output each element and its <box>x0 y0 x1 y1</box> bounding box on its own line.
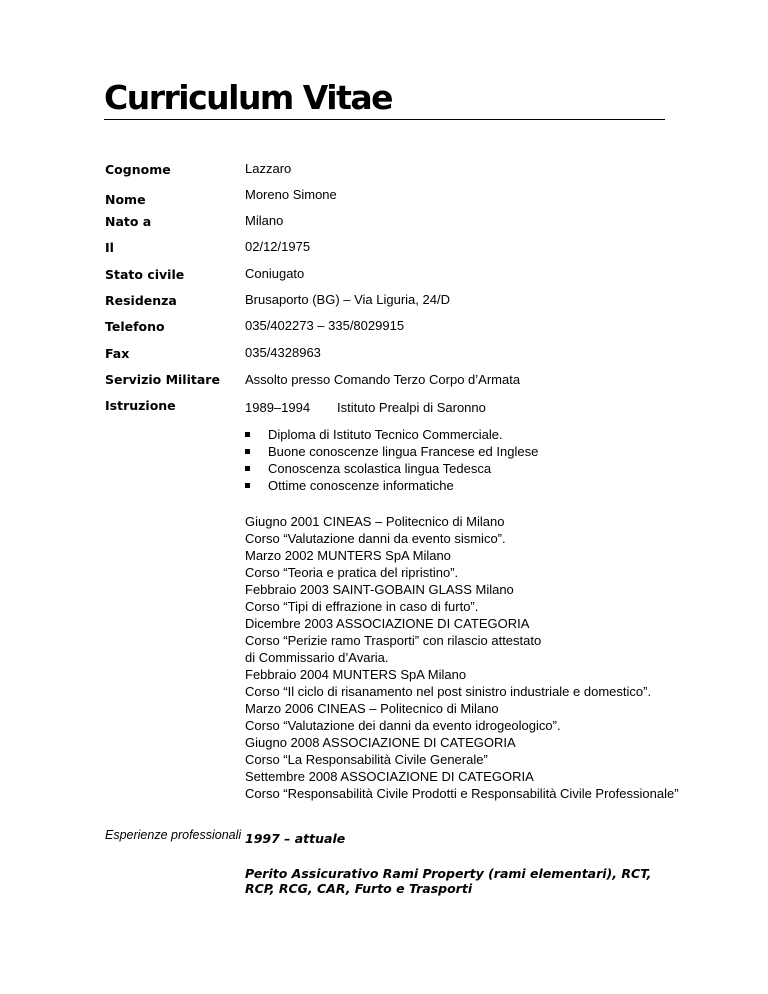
education-bullet-list <box>245 426 538 494</box>
list-item: Ottime conoscenze informatiche <box>245 477 538 494</box>
course-line: Marzo 2002 MUNTERS SpA Milano <box>245 548 451 563</box>
list-item: Diploma di Istituto Tecnico Commerciale. <box>245 426 538 443</box>
bullet-icon <box>245 449 250 454</box>
label-stato-civile: Stato civile <box>105 267 185 282</box>
course-line: Dicembre 2003 ASSOCIAZIONE DI CATEGORIA <box>245 616 530 631</box>
value-residenza: Brusaporto (BG) – Via Liguria, 24/D <box>245 292 450 307</box>
label-fax: Fax <box>105 346 130 361</box>
course-line: Corso “Valutazione danni da evento sismico”. <box>245 531 506 546</box>
education-period: 1989–1994 <box>245 400 311 415</box>
course-line: Giugno 2008 ASSOCIAZIONE DI CATEGORIA <box>245 735 516 750</box>
list-item: Conoscenza scolastica lingua Tedesca <box>245 460 538 477</box>
title-divider <box>104 119 665 120</box>
education-school: Istituto Prealpi di Saronno <box>337 400 486 415</box>
page-title: Curriculum Vitae <box>104 78 393 117</box>
bullet-icon <box>245 483 250 488</box>
course-line: Febbraio 2003 SAINT-GOBAIN GLASS Milano <box>245 582 514 597</box>
experience-period: 1997 – attuale <box>245 831 346 846</box>
course-line: Corso “Valutazione dei danni da evento idrogeologico”. <box>245 718 561 733</box>
value-data-nascita: 02/12/1975 <box>245 239 311 254</box>
course-list <box>245 513 679 802</box>
label-cognome: Cognome <box>105 162 171 177</box>
label-data-nascita: Il <box>105 240 114 255</box>
value-telefono: 035/402273 – 335/8029915 <box>245 318 405 333</box>
value-cognome: Lazzaro <box>245 161 292 176</box>
experience-role: Perito Assicurativo Rami Property (rami elementari), RCT, RCP, RCG, CAR, Furto e Trasporti <box>245 866 652 896</box>
value-nato-a: Milano <box>245 213 284 228</box>
course-line: di Commissario d’Avaria. <box>245 650 389 665</box>
label-nome: Nome <box>105 192 146 207</box>
bullet-icon <box>245 432 250 437</box>
course-line: Corso “La Responsabilità Civile Generale” <box>245 752 488 767</box>
label-esperienze-professionali: Esperienze professionali <box>105 828 242 842</box>
value-fax: 035/4328963 <box>245 345 321 360</box>
list-item: Buone conoscenze lingua Francese ed Inglese <box>245 443 538 460</box>
bullet-icon <box>245 466 250 471</box>
course-line: Febbraio 2004 MUNTERS SpA Milano <box>245 667 467 682</box>
course-line: Corso “Perizie ramo Trasporti” con rilascio attestato <box>245 633 542 648</box>
label-istruzione: Istruzione <box>105 398 176 413</box>
course-line: Corso “Tipi di effrazione in caso di furto”. <box>245 599 479 614</box>
course-line: Corso “Responsabilità Civile Prodotti e Responsabilità Civile Professionale” <box>245 786 679 801</box>
value-stato-civile: Coniugato <box>245 266 305 281</box>
value-servizio-militare: Assolto presso Comando Terzo Corpo d’Armata <box>245 372 521 387</box>
course-line: Corso “Il ciclo di risanamento nel post sinistro industriale e domestico”. <box>245 684 652 699</box>
label-residenza: Residenza <box>105 293 177 308</box>
course-line: Settembre 2008 ASSOCIAZIONE DI CATEGORIA <box>245 769 534 784</box>
label-servizio-militare: Servizio Militare <box>105 372 220 387</box>
course-line: Marzo 2006 CINEAS – Politecnico di Milano <box>245 701 499 716</box>
label-nato-a: Nato a <box>105 214 152 229</box>
course-line: Giugno 2001 CINEAS – Politecnico di Milano <box>245 514 505 529</box>
course-line: Corso “Teoria e pratica del ripristino”. <box>245 565 459 580</box>
label-telefono: Telefono <box>105 319 165 334</box>
value-nome: Moreno Simone <box>245 187 337 202</box>
